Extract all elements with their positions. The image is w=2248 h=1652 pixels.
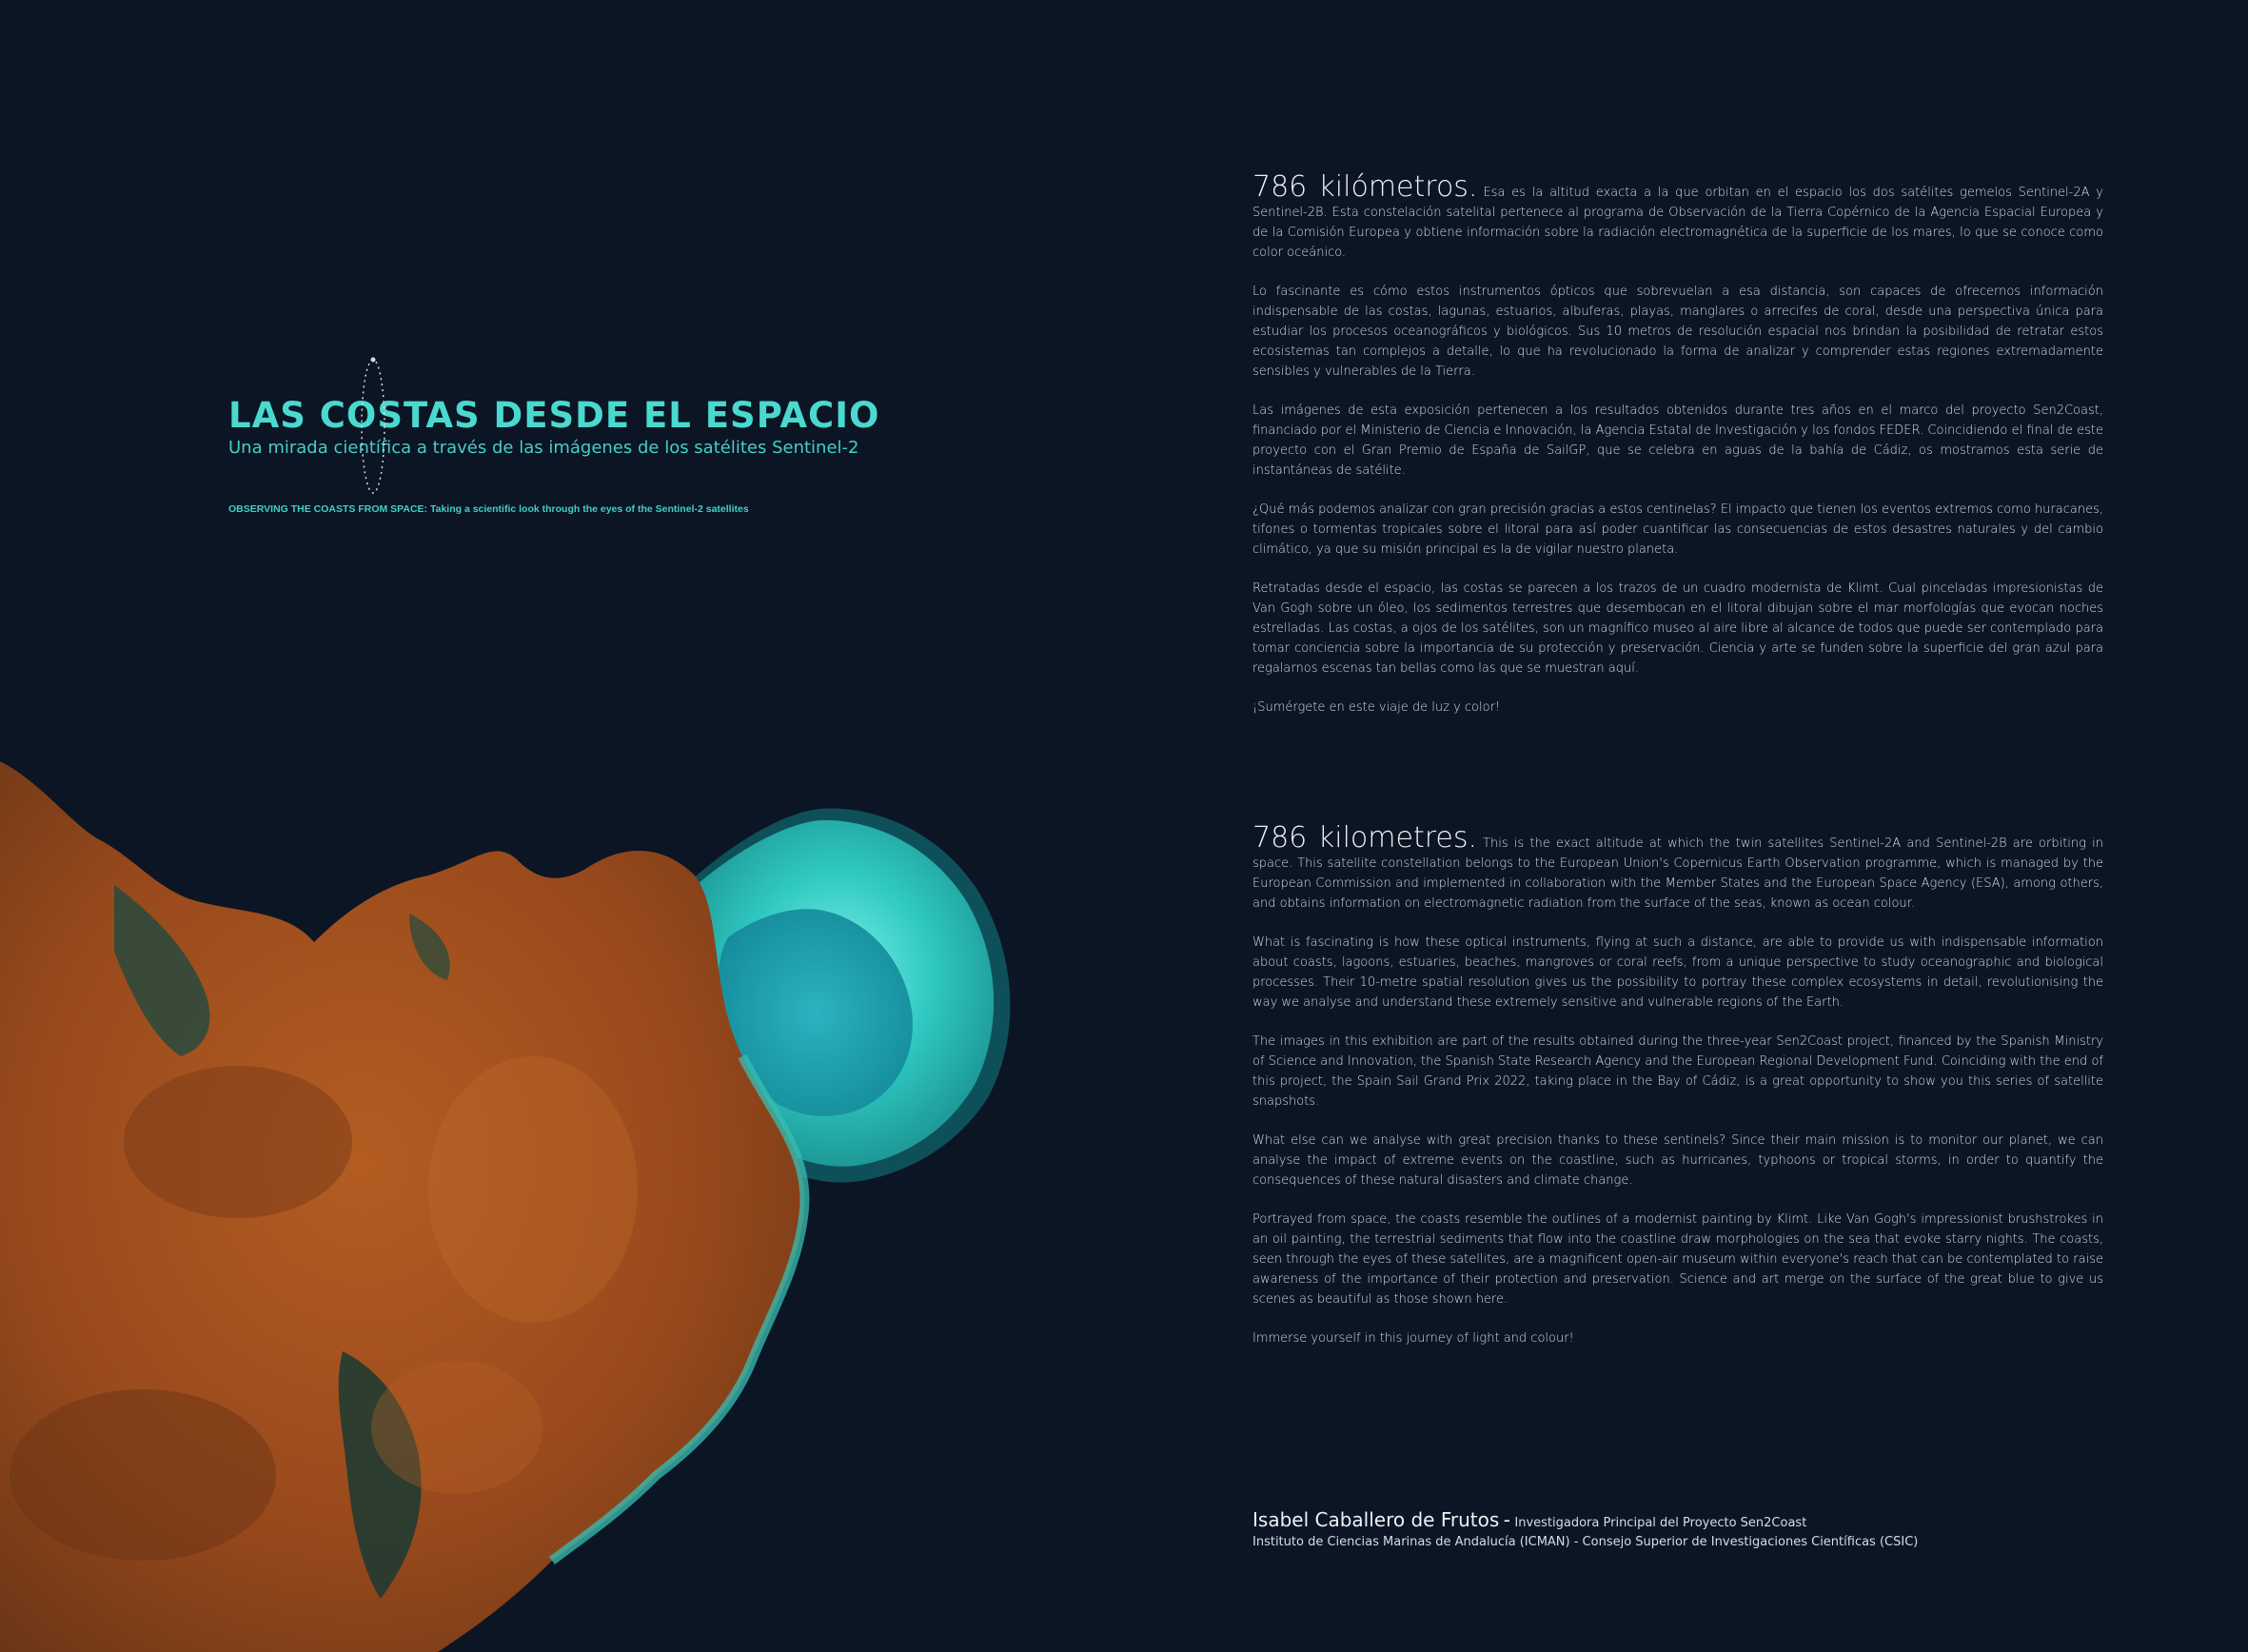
spanish-closing: ¡Sumérgete en este viaje de luz y color!	[1252, 700, 1501, 715]
author-institution: Instituto de Ciencias Marinas de Andalucía (ICMAN) - Consejo Superior de Investigaciones Científicas (CSIC)	[1252, 1535, 1919, 1549]
author-role: Investigadora Principal del Proyecto Sen2Coast	[1514, 1516, 1807, 1530]
page-subtitle: Una mirada científica a través de las imágenes de los satélites Sentinel-2	[228, 438, 859, 458]
english-paragraph: 786 kilometres. This is the exact altitude at which the twin satellites Sentinel-2A and Sentinel-2B are orbiting in space. This satellite constellation belongs to the European Union's Copernicus Earth Observation programme, which is managed by the European Commission and implemented in collaboration with the Member States and the European Space Agency (ESA), among others, and obtains information on electromagnetic radiation from the surface of the seas, known as ocean colour.	[1252, 821, 2103, 911]
english-lead: 786 kilometres.	[1252, 821, 1478, 855]
page-title: LAS COSTAS DESDE EL ESPACIO	[228, 395, 880, 436]
spanish-text	[1252, 170, 2103, 737]
author-name: Isabel Caballero de Frutos	[1252, 1508, 1500, 1531]
english-text	[1252, 821, 2103, 1367]
spanish-paragraph: Retratadas desde el espacio, las costas se parecen a los trazos de un cuadro modernista de Klimt. Cual pinceladas impresionistas de Van Gogh sobre un óleo, los sedimentos terrestres que desembocan en el litoral dibujan sobre el mar morfologías que evocan noches estrelladas. Las costas, a ojos de los satélites, son un magnífico museo al aire libre al alcance de todos que puede ser contemplado para tomar conciencia sobre la importancia de su protección y preservación. Ciencia y arte se funden sobre la superficie del gran azul para regalarnos escenas tan bellas como las que se muestran aquí.	[1252, 581, 2103, 676]
signature	[1252, 1508, 2109, 1549]
english-paragraph: What is fascinating is how these optical instruments, flying at such a distance, are able to provide us with indispensable information about coasts, lagoons, estuaries, beaches, mangroves or coral reefs, from a unique perspective to study oceanographic and biological processes. Their 10-metre spatial resolution gives us the possibility to portray these complex ecosystems in detail, revolutionising the way we analyse and understand these extremely sensitive and vulnerable regions of the Earth.	[1252, 935, 2103, 1010]
spanish-lead: 786 kilómetros.	[1252, 170, 1478, 204]
spanish-paragraph: 786 kilómetros. Esa es la altitud exacta a la que orbitan en el espacio los dos satélites gemelos Sentinel-2A y Sentinel-2B. Esta constelación satelital pertenece al programa de Observación de la Tierra Copérnico de la Agencia Espacial Europea y de la Comisión Europea y obtiene información sobre la radiación electromagnética de la superficie de los mares, lo que se conoce como color oceánico.	[1252, 170, 2103, 260]
orbit-icon	[354, 355, 392, 498]
english-title: OBSERVING THE COASTS FROM SPACE: Taking a scientific look through the eyes of the Sentinel-2 satellites	[228, 503, 749, 515]
english-paragraph: What else can we analyse with great precision thanks to these sentinels? Since their main mission is to monitor our planet, we can analyse the impact of extreme events on the coastline, such as hurricanes, typhoons or tropical storms, in order to quantify the consequences of these natural disasters and climate change.	[1252, 1133, 2103, 1188]
spanish-paragraph: Lo fascinante es cómo estos instrumentos ópticos que sobrevuelan a esa distancia, son capaces de ofrecernos información indispensable de las costas, lagunas, estuarios, albuferas, playas, manglares o arrecifes de coral, desde una perspectiva única para estudiar los procesos oceanográficos y biológicos. Sus 10 metros de resolución espacial nos brindan la posibilidad de retratar estos ecosistemas tan complejos a detalle, lo que ha revolucionado la forma de analizar y comprender estas regiones extremadamente sensibles y vulnerables de la Tierra.	[1252, 285, 2103, 379]
english-paragraph: Portrayed from space, the coasts resemble the outlines of a modernist painting by Klimt. Like Van Gogh's impressionist brushstrokes in an oil painting, the terrestrial sediments that flow into the coastline draw morphologies on the sea that evoke starry nights. The coasts, seen through the eyes of these satellites, are a magnificent open-air museum within everyone's reach that can be contemplated to raise awareness of the importance of their protection and preservation. Science and art merge on the surface of the great blue to give us scenes as beautiful as those shown here.	[1252, 1212, 2103, 1307]
title-block	[228, 395, 880, 515]
english-paragraph: The images in this exhibition are part of the results obtained during the three-year Sen2Coast project, financed by the Spanish Ministry of Science and Innovation, the Spanish State Research Agency and the European Regional Development Fund. Coinciding with the end of this project, the Spain Sail Grand Prix 2022, taking place in the Bay of Cádiz, is a great opportunity to show you this series of satellite snapshots.	[1252, 1034, 2103, 1109]
spanish-paragraph: Las imágenes de esta exposición pertenecen a los resultados obtenidos durante tres años en el marco del proyecto Sen2Coast, financiado por el Ministerio de Ciencia e Innovación, la Agencia Estatal de Investigación y los fondos FEDER. Coincidiendo el final de este proyecto con el Gran Premio de España de SailGP, que se celebra en aguas de la bahía de Cádiz, os mostramos esta serie de instantáneas de satélite.	[1252, 403, 2103, 478]
signature-separator: -	[1503, 1508, 1510, 1531]
english-closing: Immerse yourself in this journey of light and colour!	[1252, 1331, 1574, 1346]
spanish-paragraph: ¿Qué más podemos analizar con gran precisión gracias a estos centinelas? El impacto que tienen los eventos extremos como huracanes, tifones o tormentas tropicales sobre el litoral para así poder cuantificar las consecuencias de estos desastres naturales y del cambio climático, ya que su misión principal es la de vigilar nuestro planeta.	[1252, 502, 2103, 557]
